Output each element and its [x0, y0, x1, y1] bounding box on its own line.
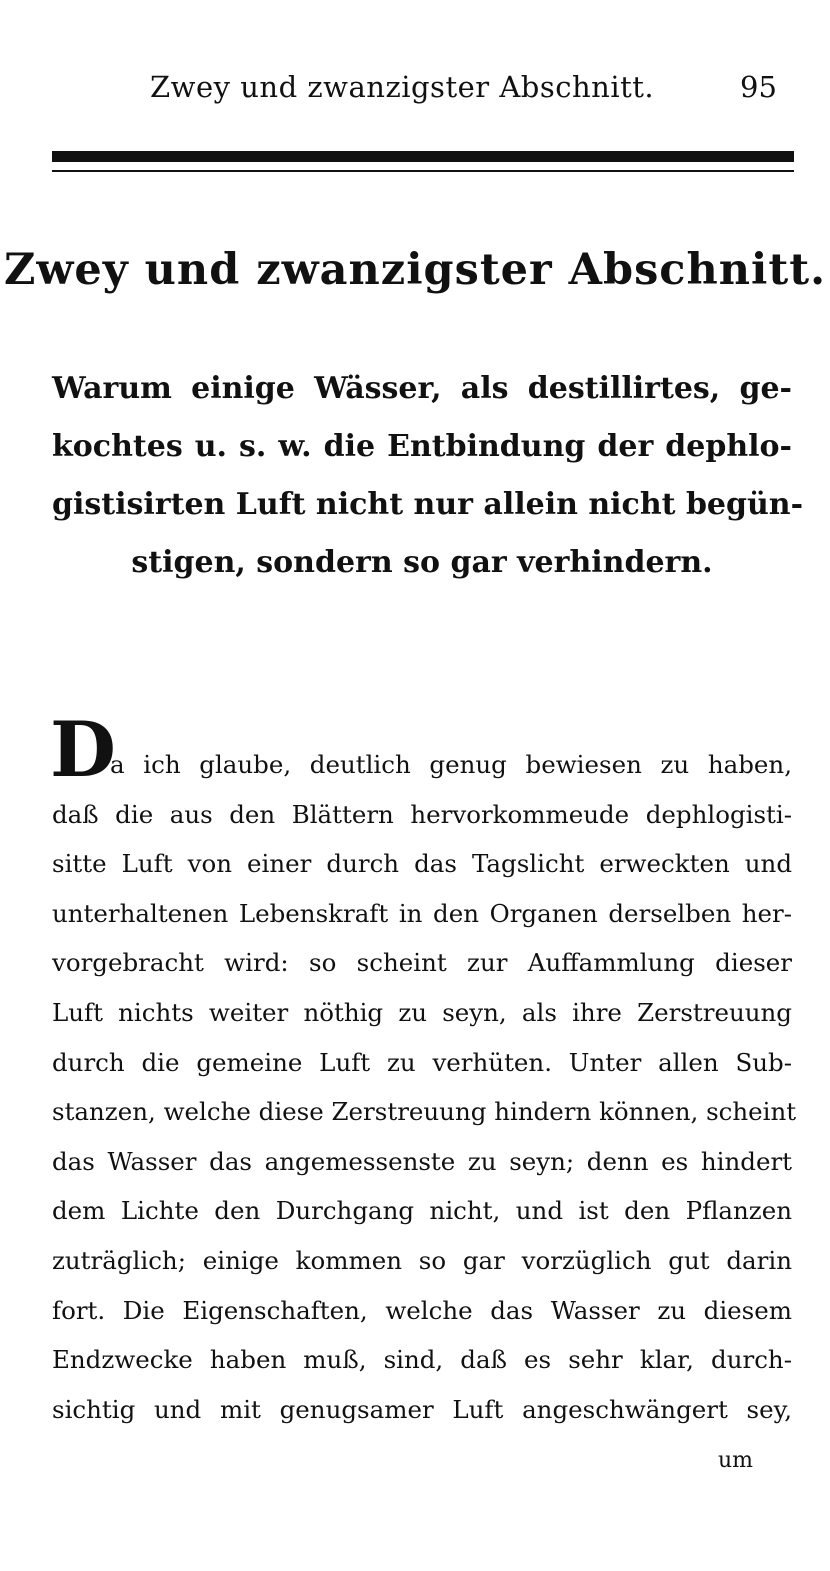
text-line: Endzwecke haben muß, sind, daß es sehr klar, durch-: [52, 1345, 792, 1375]
page-number: 95: [740, 70, 777, 104]
text-line: zuträglich; einige kommen so gar vorzüglich gut darin: [52, 1245, 792, 1275]
subtitle-line: Warum einige Wässer, als destillirtes, ge-: [52, 371, 792, 406]
catchword: um: [718, 1448, 754, 1473]
text-line: dem Lichte den Durchgang nicht, und ist den Pflanzen: [52, 1196, 792, 1226]
header-rule-thin: [52, 170, 794, 172]
text-line: daß die aus den Blättern hervorkommeude dephlogisti-: [52, 799, 792, 829]
text-line: fort. Die Eigenschaften, welche das Wasser zu diesem: [52, 1295, 792, 1325]
chapter-title: Zwey und zwanzigster Abschnitt.: [3, 245, 827, 295]
subtitle-line: gistisirten Luft nicht nur allein nicht begün-: [52, 487, 804, 522]
drop-cap: D: [50, 705, 116, 794]
text-line: sitte Luft von einer durch das Tagslicht erweckten und: [52, 849, 792, 879]
text-line: Luft nichts weiter nöthig zu seyn, als ihre Zerstreuung: [52, 997, 792, 1027]
text-line: vorgebracht wird: so scheint zur Auffammlung dieser: [52, 948, 792, 978]
text-line: durch die gemeine Luft zu verhüten. Unter allen Sub-: [52, 1047, 792, 1077]
subtitle-line: kochtes u. s. w. die Entbindung der dephlo-: [52, 429, 792, 464]
text-line: stanzen, welche diese Zerstreuung hindern können, scheint: [52, 1097, 797, 1127]
text-line: das Wasser das angemessenste zu seyn; denn es hindert: [52, 1146, 792, 1176]
chapter-subtitle: [52, 360, 804, 592]
text-line: a ich glaube, deutlich genug bewiesen zu haben,: [110, 750, 792, 779]
subtitle-line: stigen, sondern so gar verhindern.: [131, 545, 713, 580]
text-line: unterhaltenen Lebenskraft in den Organen derselben her-: [52, 898, 792, 928]
body-paragraph: [52, 740, 797, 1434]
header-rule-thick: [52, 151, 794, 162]
text-line: sichtig und mit genugsamer Luft angeschwängert sey,: [52, 1394, 792, 1424]
running-head: Zwey und zwanzigster Abschnitt.: [150, 70, 655, 104]
